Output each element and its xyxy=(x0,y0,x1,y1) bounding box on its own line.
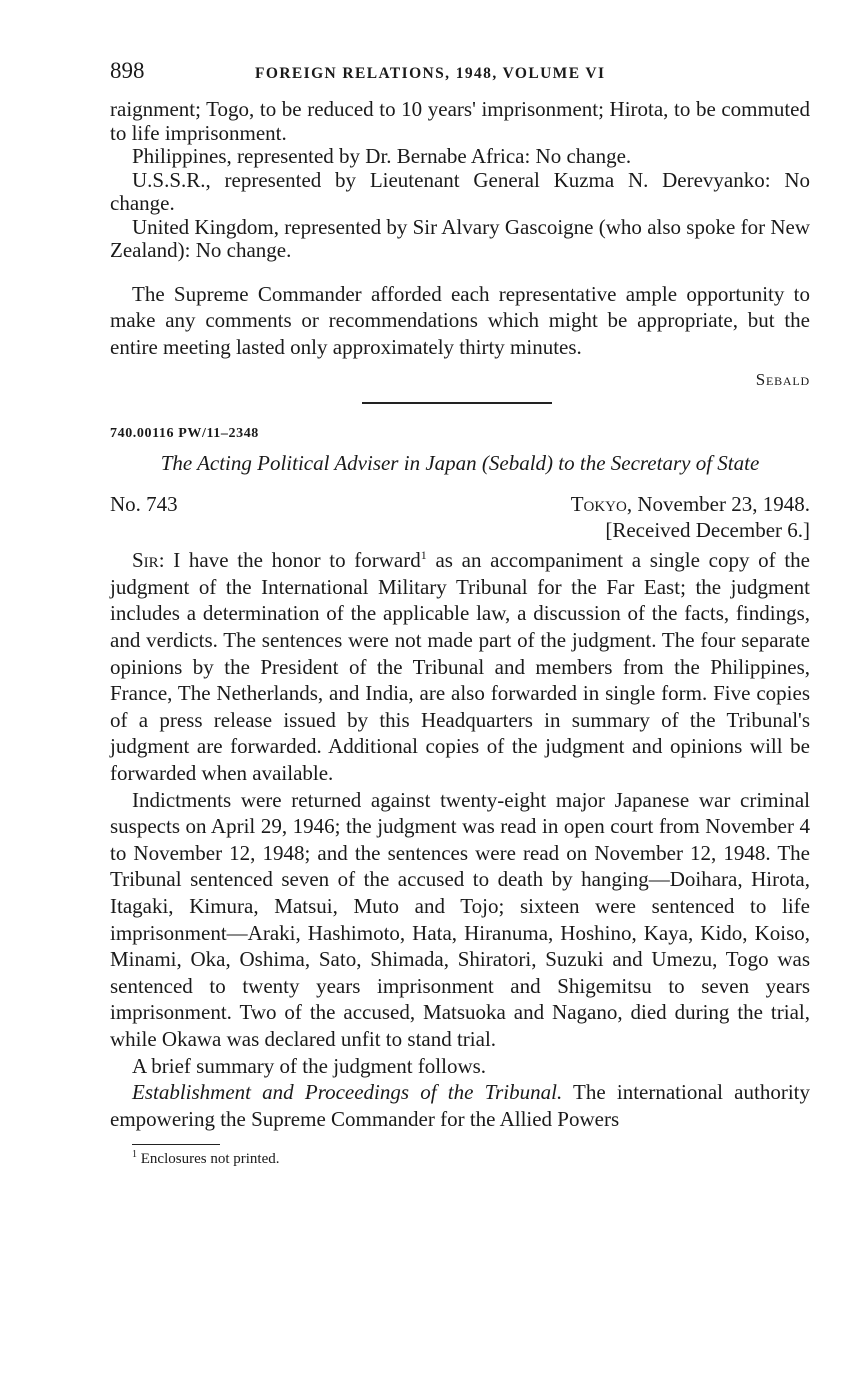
body-paragraph-1 xyxy=(110,547,810,786)
closing-paragraph: The Supreme Commander afforded each representative ample opportunity to make any comments or recommendations which might be appropriate, but the entire meeting lasted only approximately thirty minutes. xyxy=(110,281,810,359)
section-heading: Establishment and Proceedings of the Tribunal. xyxy=(132,1080,563,1105)
document-page xyxy=(110,58,810,1168)
philippines-entry: Philippines, represented by Dr. Bernabe Africa: No change. xyxy=(132,144,632,168)
file-number: 740.00116 PW/11–2348 xyxy=(110,426,259,442)
running-header xyxy=(110,58,810,98)
place: Tokyo xyxy=(570,492,627,517)
footnote-text: Enclosures not printed. xyxy=(137,1151,280,1168)
para4-text: The international authority empowering the Supreme Commander for the Allied Powers xyxy=(110,1080,810,1131)
dateline xyxy=(110,491,810,517)
footnote-marker: 1 xyxy=(132,1149,137,1161)
ussr-entry: U.S.S.R., represented by Lieutenant General Kuzma N. Derevyanko: No change. xyxy=(110,167,810,215)
document-number: No. 743 xyxy=(110,492,178,517)
body-paragraph-3: A brief summary of the judgment follows. xyxy=(132,1053,487,1078)
footnote-reference: 1 xyxy=(420,548,427,563)
previous-document-tail xyxy=(110,98,810,263)
date: , November 23, 1948. xyxy=(626,492,810,517)
place-date xyxy=(571,491,810,517)
body-paragraph-4 xyxy=(110,1079,810,1132)
page-number: 898 xyxy=(110,58,145,83)
continued-line: raignment; Togo, to be reduced to 10 years' imprisonment; Hirota, to be commuted to life imprisonment. xyxy=(110,97,810,145)
para1-text: as an accompaniment a single copy of the judgment of the International Military Tribunal for the Far East; the judgment includes a determination of the applicable law, a discussion of the facts, findings, and verdicts. The sentences were not made part of the judgment. The four separate opinions by the President of the Tribunal and members from the Philippines, France, The Netherlands, and India, are also forwarded in single form. Five copies of a press release issued by this Headquarters in summary of the Tribunal's judgment are forwarded. Additional copies of the judgment and opinions will be forwarded when available. xyxy=(110,548,811,786)
document-title: The Acting Political Adviser in Japan (Sebald) to the Secretary of State xyxy=(160,451,760,476)
signature: Sebald xyxy=(755,370,810,390)
body-paragraph-2: Indictments were returned against twenty-eight major Japanese war criminal suspects on April 29, 1946; the judgment was read in open court from November 4 to November 12, 1948; and the sentences were read on November 12, 1948. The Tribunal sentenced seven of the accused to death by hanging—Doihara, Hirota, Itagaki, Kimura, Matsui, Muto and Tojo; sixteen were sentenced to life imprisonment—Araki, Hashimoto, Hata, Hiranuma, Hoshino, Kaya, Kido, Koiso, Minami, Oka, Oshima, Sato, Shimada, Shiratori, Suzuki and Umezu, Togo was sentenced to twenty years imprisonment and Shigemitsu to seven years imprisonment. Two of the accused, Matsuoka and Nagano, died during the trial, while Okawa was declared unfit to stand trial. xyxy=(110,787,810,1051)
uk-entry: United Kingdom, represented by Sir Alvary Gascoigne (who also spoke for New Zealand): No change. xyxy=(110,214,810,262)
footnote-divider xyxy=(132,1144,220,1145)
received-note: [Received December 6.] xyxy=(605,518,810,543)
section-divider xyxy=(362,402,552,404)
paragraph-gap xyxy=(110,263,810,281)
salutation: Sir xyxy=(132,548,159,573)
running-title: FOREIGN RELATIONS, 1948, VOLUME VI xyxy=(255,65,606,82)
footnote xyxy=(132,1151,810,1168)
para1-opening: : I have the honor to forward xyxy=(158,548,421,573)
